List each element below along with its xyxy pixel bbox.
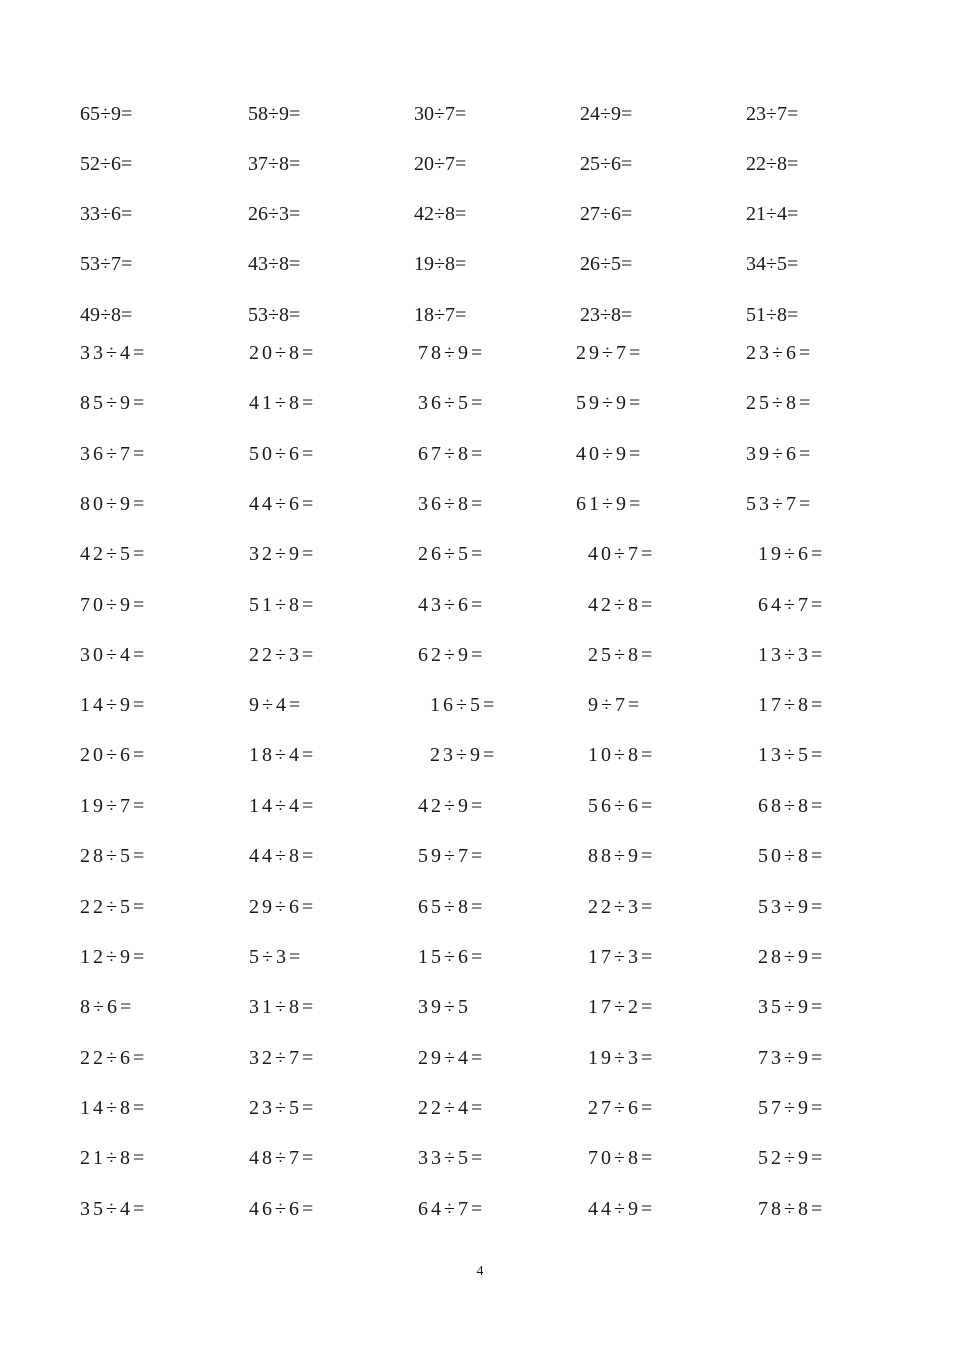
- division-problem: 9÷4=: [249, 694, 304, 716]
- division-problem: 53÷7=: [80, 253, 133, 275]
- problem-row: [0, 690, 960, 720]
- problem-row: [0, 992, 960, 1022]
- division-problem: 9÷7=: [588, 694, 643, 716]
- division-problem: 26÷5=: [580, 253, 633, 275]
- division-problem: 68÷8=: [758, 795, 826, 817]
- division-problem: 56÷6=: [588, 795, 656, 817]
- division-problem: 14÷8=: [80, 1097, 148, 1119]
- problem-row: [0, 539, 960, 569]
- division-problem: 43÷6=: [418, 594, 486, 616]
- division-problem: 23÷8=: [580, 304, 633, 326]
- division-problem: 40÷7=: [588, 543, 656, 565]
- problem-row: [0, 1043, 960, 1073]
- division-problem: 59÷7=: [418, 845, 486, 867]
- division-problem: 19÷6=: [758, 543, 826, 565]
- division-problem: 33÷4=: [80, 342, 148, 364]
- division-problem: 30÷4=: [80, 644, 148, 666]
- division-problem: 5÷3=: [249, 946, 304, 968]
- division-problem: 41÷8=: [249, 392, 317, 414]
- division-problem: 21÷4=: [746, 203, 799, 225]
- division-problem: 29÷4=: [418, 1047, 486, 1069]
- problem-row: [0, 300, 960, 330]
- division-problem: 73÷9=: [758, 1047, 826, 1069]
- problem-row: [0, 1093, 960, 1123]
- division-problem: 22÷3=: [249, 644, 317, 666]
- division-problem: 28÷9=: [758, 946, 826, 968]
- division-problem: 28÷5=: [80, 845, 148, 867]
- division-problem: 64÷7=: [758, 594, 826, 616]
- division-problem: 42÷9=: [418, 795, 486, 817]
- problem-row: [0, 791, 960, 821]
- division-problem: 34÷5=: [746, 253, 799, 275]
- division-problem: 8÷6=: [80, 996, 135, 1018]
- division-problem: 43÷8=: [248, 253, 301, 275]
- division-problem: 20÷8=: [249, 342, 317, 364]
- division-problem: 85÷9=: [80, 392, 148, 414]
- problem-row: [0, 740, 960, 770]
- division-problem: 19÷7=: [80, 795, 148, 817]
- problem-row: [0, 1143, 960, 1173]
- division-problem: 24÷9=: [580, 103, 633, 125]
- division-problem: 22÷5=: [80, 896, 148, 918]
- division-problem: 39÷5: [418, 996, 471, 1018]
- division-problem: 70÷8=: [588, 1147, 656, 1169]
- division-problem: 15÷6=: [418, 946, 486, 968]
- division-problem: 18÷7=: [414, 304, 467, 326]
- division-problem: 52÷6=: [80, 153, 133, 175]
- problem-row: [0, 590, 960, 620]
- division-problem: 27÷6=: [588, 1097, 656, 1119]
- division-problem: 13÷3=: [758, 644, 826, 666]
- division-problem: 70÷9=: [80, 594, 148, 616]
- problem-row: [0, 640, 960, 670]
- division-problem: 20÷6=: [80, 744, 148, 766]
- division-problem: 35÷9=: [758, 996, 826, 1018]
- division-problem: 32÷9=: [249, 543, 317, 565]
- division-problem: 42÷8=: [414, 203, 467, 225]
- division-problem: 19÷8=: [414, 253, 467, 275]
- division-problem: 53÷8=: [248, 304, 301, 326]
- problem-row: [0, 388, 960, 418]
- division-problem: 44÷9=: [588, 1198, 656, 1220]
- division-problem: 51÷8=: [746, 304, 799, 326]
- division-problem: 22÷8=: [746, 153, 799, 175]
- division-problem: 26÷3=: [248, 203, 301, 225]
- division-problem: 26÷5=: [418, 543, 486, 565]
- division-problem: 44÷8=: [249, 845, 317, 867]
- division-problem: 35÷4=: [80, 1198, 148, 1220]
- division-problem: 53÷9=: [758, 896, 826, 918]
- division-problem: 14÷9=: [80, 694, 148, 716]
- division-problem: 29÷7=: [576, 342, 644, 364]
- problem-row: [0, 439, 960, 469]
- division-problem: 23÷5=: [249, 1097, 317, 1119]
- division-problem: 12÷9=: [80, 946, 148, 968]
- problem-row: [0, 892, 960, 922]
- division-problem: 57÷9=: [758, 1097, 826, 1119]
- division-problem: 25÷8=: [588, 644, 656, 666]
- division-problem: 58÷9=: [248, 103, 301, 125]
- division-problem: 64÷7=: [418, 1198, 486, 1220]
- division-problem: 21÷8=: [80, 1147, 148, 1169]
- division-problem: 33÷6=: [80, 203, 133, 225]
- division-problem: 23÷9=: [430, 744, 498, 766]
- division-problem: 19÷3=: [588, 1047, 656, 1069]
- division-problem: 30÷7=: [414, 103, 467, 125]
- division-problem: 39÷6=: [746, 443, 814, 465]
- problem-row: [0, 841, 960, 871]
- division-problem: 17÷2=: [588, 996, 656, 1018]
- division-problem: 25÷6=: [580, 153, 633, 175]
- problem-row: [0, 942, 960, 972]
- division-problem: 31÷8=: [249, 996, 317, 1018]
- division-problem: 29÷6=: [249, 896, 317, 918]
- problem-row: [0, 199, 960, 229]
- problem-row: [0, 99, 960, 129]
- division-problem: 27÷6=: [580, 203, 633, 225]
- division-problem: 17÷3=: [588, 946, 656, 968]
- division-problem: 13÷5=: [758, 744, 826, 766]
- problem-row: [0, 149, 960, 179]
- division-problem: 67÷8=: [418, 443, 486, 465]
- division-problem: 80÷9=: [80, 493, 148, 515]
- division-problem: 48÷7=: [249, 1147, 317, 1169]
- division-problem: 16÷5=: [430, 694, 498, 716]
- division-problem: 36÷8=: [418, 493, 486, 515]
- division-problem: 44÷6=: [249, 493, 317, 515]
- division-problem: 62÷9=: [418, 644, 486, 666]
- page-number: 4: [476, 1264, 484, 1279]
- problem-row: [0, 489, 960, 519]
- division-problem: 36÷5=: [418, 392, 486, 414]
- division-problem: 42÷5=: [80, 543, 148, 565]
- division-problem: 65÷9=: [80, 103, 133, 125]
- division-problem: 23÷7=: [746, 103, 799, 125]
- division-problem: 88÷9=: [588, 845, 656, 867]
- division-problem: 40÷9=: [576, 443, 644, 465]
- division-problem: 50÷8=: [758, 845, 826, 867]
- division-problem: 59÷9=: [576, 392, 644, 414]
- division-problem: 22÷6=: [80, 1047, 148, 1069]
- division-problem: 51÷8=: [249, 594, 317, 616]
- problem-row: [0, 249, 960, 279]
- problem-row: [0, 338, 960, 368]
- division-problem: 36÷7=: [80, 443, 148, 465]
- division-problem: 18÷4=: [249, 744, 317, 766]
- division-problem: 23÷6=: [746, 342, 814, 364]
- problem-row: [0, 1194, 960, 1224]
- division-problem: 22÷3=: [588, 896, 656, 918]
- division-problem: 14÷4=: [249, 795, 317, 817]
- division-problem: 52÷9=: [758, 1147, 826, 1169]
- division-problem: 17÷8=: [758, 694, 826, 716]
- division-problem: 61÷9=: [576, 493, 644, 515]
- division-problem: 10÷8=: [588, 744, 656, 766]
- division-problem: 42÷8=: [588, 594, 656, 616]
- division-problem: 53÷7=: [746, 493, 814, 515]
- division-problem: 20÷7=: [414, 153, 467, 175]
- division-problem: 50÷6=: [249, 443, 317, 465]
- division-problem: 32÷7=: [249, 1047, 317, 1069]
- division-problem: 33÷5=: [418, 1147, 486, 1169]
- division-problem: 49÷8=: [80, 304, 133, 326]
- division-problem: 65÷8=: [418, 896, 486, 918]
- division-problem: 46÷6=: [249, 1198, 317, 1220]
- division-problem: 37÷8=: [248, 153, 301, 175]
- division-problem: 78÷8=: [758, 1198, 826, 1220]
- division-problem: 25÷8=: [746, 392, 814, 414]
- division-problem: 78÷9=: [418, 342, 486, 364]
- division-problem: 22÷4=: [418, 1097, 486, 1119]
